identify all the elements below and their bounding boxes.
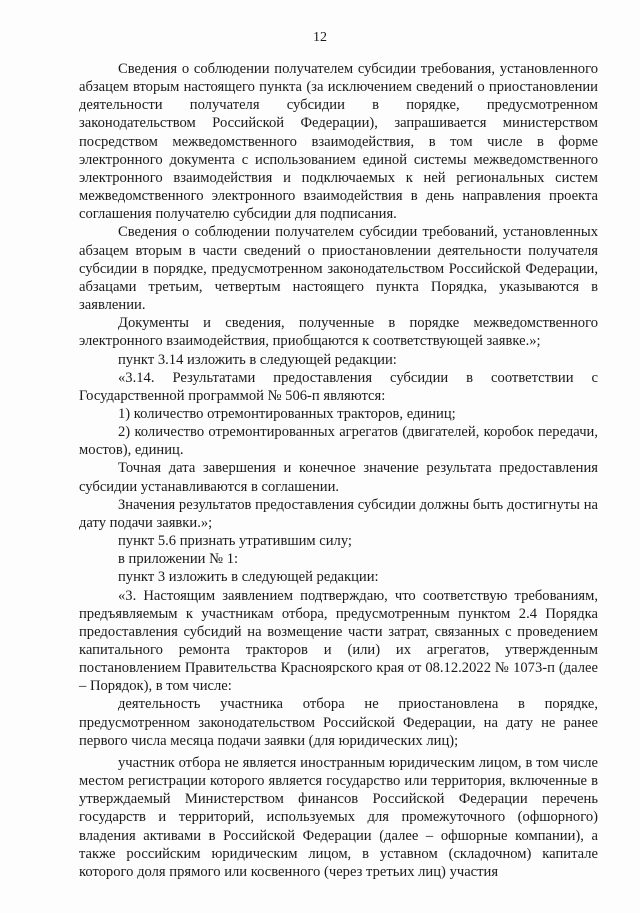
list-item: 2) количество отремонтированных агрегатов (двигателей, коробок передачи, мостов), единиц.	[79, 424, 598, 459]
list-item: 1) количество отремонтированных тракторов, единиц;	[118, 405, 456, 422]
paragraph: участник отбора не является иностранным юридическим лицом, в том числе местом регистрации которого является государство или территория, включенные в утверждаемый Министерством финансов Российской Федерации перечень государств и территорий, используемых для промежуточного (офшорного) владения активами в Российской Федерации (далее – офшорные компании), а также российским юридическим лицом, в уставном (складочном) капитале которого доля прямого или косвенного (через третьих лиц) участия	[79, 754, 598, 880]
paragraph: Сведения о соблюдении получателем субсидии требования, установленного абзацем вторым настоящего пункта (за исключением сведений о приостановлении деятельности получателя субсидии в порядке, предусмотренном законодательством Российской Федерации), запрашивается министерством посредством межведомственного взаимодействия, в том числе в форме электронного документа с использованием единой системы межведомственного электронного взаимодействия и подключаемых к ней региональных систем межведомственного электронного взаимодействия в день направления проекта соглашения получателю субсидии для подписания.	[79, 61, 598, 223]
paragraph: деятельность участника отбора не приостановлена в порядке, предусмотренном законодательством Российской Федерации, на дату не ранее первого числа месяца подачи заявки (для юридических лиц);	[79, 696, 598, 749]
paragraph: в приложении № 1:	[118, 551, 239, 568]
paragraph: Документы и сведения, полученные в порядке межведомственного электронного взаимодействия, приобщаются к соответствующей заявке.»;	[79, 315, 598, 350]
paragraph: Значения результатов предоставления субсидии должны быть достигнуты на дату подачи заявки.»;	[79, 496, 598, 531]
paragraph: пункт 3.14 изложить в следующей редакции:	[118, 351, 397, 368]
page-number: 12	[313, 30, 327, 45]
paragraph: пункт 3 изложить в следующей редакции:	[118, 569, 379, 586]
paragraph: «3. Настоящим заявлением подтверждаю, что соответствую требованиям, предъявляемым к участникам отбора, предусмотренным пунктом 2.4 Порядка предоставления субсидий на возмещение части затрат, связанных с проведением капитального ремонта тракторов и (или) их агрегатов, утвержденным постановлением Правительства Красноярского края от 08.12.2022 № 1073-п (далее – Порядок), в том числе:	[79, 587, 598, 695]
paragraph: Точная дата завершения и конечное значение результата предоставления субсидии устанавливаются в соглашении.	[79, 460, 598, 495]
document-body	[79, 60, 598, 881]
paragraph: Сведения о соблюдении получателем субсидии требований, установленных абзацем вторым в части сведений о приостановлении деятельности получателя субсидии в порядке, предусмотренном законодательством Российской Федерации, абзацами третьим, четвертым настоящего пункта Порядка, указываются в заявлении.	[79, 224, 598, 314]
paragraph: пункт 5.6 признать утратившим силу;	[118, 533, 352, 550]
paragraph: «3.14. Результатами предоставления субсидии в соответствии с Государственной программой № 506-п являются:	[79, 369, 598, 404]
